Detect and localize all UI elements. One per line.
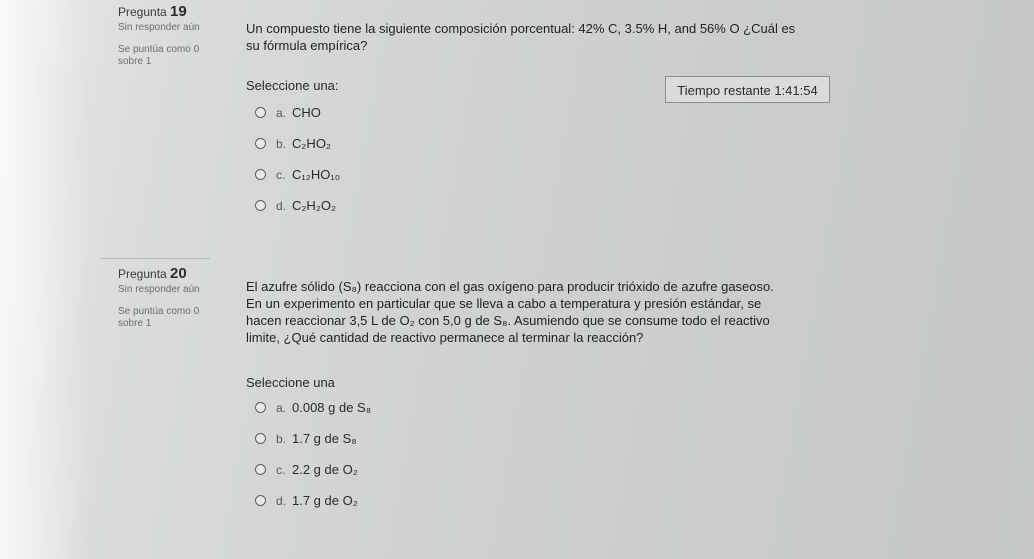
question-info [118, 265, 213, 330]
radio-button[interactable] [255, 138, 266, 149]
radio-button[interactable] [255, 402, 266, 413]
radio-button[interactable] [255, 107, 266, 118]
question-grade: Se puntúa como 0 sobre 1 [118, 306, 200, 329]
option-c[interactable]: c. 2.2 g de O₂ [255, 454, 371, 485]
question-status: Sin responder aún [118, 284, 200, 295]
question-info [118, 3, 213, 68]
time-remaining: Tiempo restante 1:41:54 [665, 76, 830, 103]
answer-options [255, 97, 340, 221]
option-d[interactable]: d. C₂H₂O₂ [255, 190, 340, 221]
radio-button[interactable] [255, 464, 266, 475]
question-number: Pregunta 20 [118, 265, 187, 282]
answer-options [255, 392, 371, 516]
option-a[interactable]: a. 0.008 g de S₈ [255, 392, 371, 423]
option-d[interactable]: d. 1.7 g de O₂ [255, 485, 371, 516]
radio-button[interactable] [255, 495, 266, 506]
select-prompt: Seleccione una [246, 375, 335, 390]
question-number: Pregunta 19 [118, 3, 187, 20]
option-c[interactable]: c. C₁₂HO₁₀ [255, 159, 340, 190]
option-b[interactable]: b. 1.7 g de S₈ [255, 423, 371, 454]
question-status: Sin responder aún [118, 22, 200, 33]
radio-button[interactable] [255, 169, 266, 180]
divider [100, 258, 210, 259]
radio-button[interactable] [255, 433, 266, 444]
question-text: El azufre sólido (S₈) reacciona con el gas oxígeno para producir trióxido de azufre gaseoso. En un experimento en particular que se lleva a cabo a temperatura y presión estándar, se hacen reaccionar 3,5 L de O₂ con 5,0 g de S₈. Asumiendo que se consume todo el reactivo limite, ¿Qué cantidad de reactivo permanece al terminar la reacción? [246, 279, 774, 345]
select-prompt: Seleccione una: [246, 78, 339, 93]
option-a[interactable]: a. CHO [255, 97, 340, 128]
option-b[interactable]: b. C₂HO₂ [255, 128, 340, 159]
question-grade: Se puntúa como 0 sobre 1 [118, 44, 200, 67]
screen-glare [0, 0, 90, 559]
question-text: Un compuesto tiene la siguiente composición porcentual: 42% C, 3.5% H, and 56% O ¿Cuál es su fórmula empírica? [246, 21, 796, 53]
radio-button[interactable] [255, 200, 266, 211]
